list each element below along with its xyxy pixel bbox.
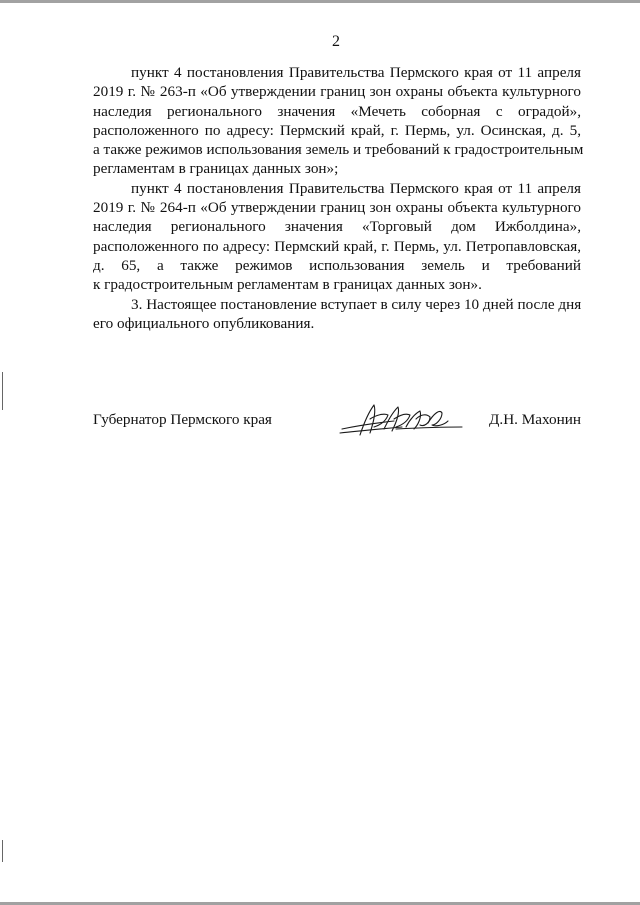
text-line: наследия регионального значения «Торговый дом Ижболдина», — [93, 218, 581, 236]
paragraph — [93, 63, 584, 179]
scan-margin-mark — [2, 840, 3, 862]
text-line: а также режимов использования земель и требований к градостроительным — [93, 141, 584, 159]
text-line: к градостроительным регламентам в границах данных зон». — [93, 276, 482, 294]
text-line: расположенного по адресу: Пермский край, г. Пермь, ул. Петропавловская, — [93, 237, 581, 255]
paragraph — [93, 179, 581, 295]
text-line: регламентам в границах данных зон»; — [93, 160, 339, 178]
scan-margin-mark — [2, 372, 3, 410]
signatory-name: Д.Н. Махонин — [489, 411, 581, 428]
paragraph — [93, 295, 581, 334]
document-body — [93, 63, 584, 333]
text-line: расположенного по адресу: Пермский край, г. Пермь, ул. Осинская, д. 5, — [93, 121, 581, 139]
text-line: пункт 4 постановления Правительства Пермского края от 11 апреля — [131, 64, 581, 81]
text-line: наследия регионального значения «Мечеть соборная с оградой», — [93, 102, 581, 120]
text-line: 2019 г. № 263-п «Об утверждении границ зон охраны объекта культурного — [93, 83, 581, 101]
signatory-title: Губернатор Пермского края — [93, 411, 272, 428]
signature-block — [93, 411, 581, 451]
text-line: его официального опубликования. — [93, 314, 315, 332]
scan-top-edge — [0, 0, 640, 3]
text-line: д. 65, а также режимов использования земель и требований — [93, 256, 581, 274]
text-line: 2019 г. № 264-п «Об утверждении границ зон охраны объекта культурного — [93, 199, 581, 217]
page-number: 2 — [332, 33, 340, 50]
text-line: пункт 4 постановления Правительства Пермского края от 11 апреля — [131, 179, 581, 197]
text-line: 3. Настоящее постановление вступает в силу через 10 дней после дня — [131, 295, 582, 313]
handwritten-signature — [336, 399, 466, 443]
